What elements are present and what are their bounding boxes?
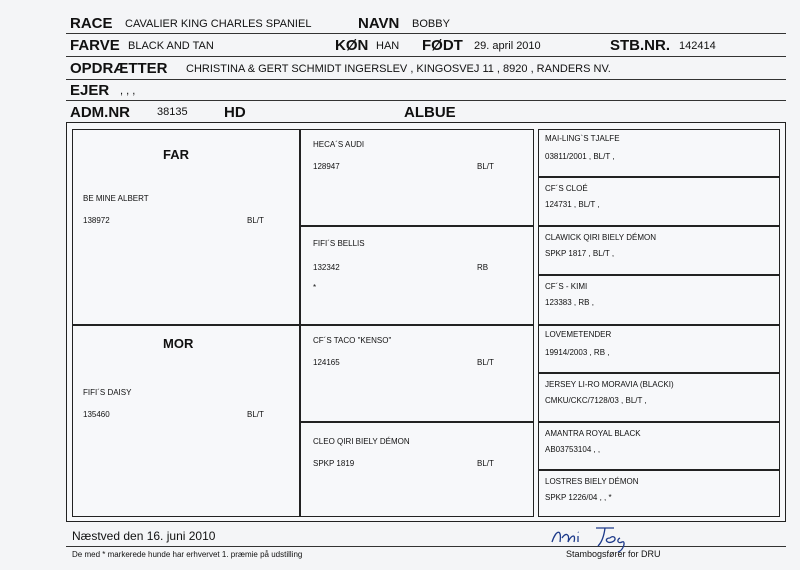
mmm-name: LOSTRES BIELY DÉMON <box>545 477 639 486</box>
ejer-value: , , , <box>120 85 136 97</box>
hd-label: HD <box>224 104 246 121</box>
far-color: BL/T <box>247 216 264 225</box>
ffm-info: 124731 , BL/T , <box>545 200 600 209</box>
race-value: CAVALIER KING CHARLES SPANIEL <box>125 18 312 30</box>
albue-label: ALBUE <box>404 104 456 121</box>
ff-color: BL/T <box>477 162 494 171</box>
far-heading: FAR <box>163 147 189 162</box>
fodt-value: 29. april 2010 <box>474 40 541 52</box>
parent-mor <box>72 325 300 517</box>
ggp-mfm <box>538 373 780 422</box>
mor-name: FIFI´S DAISY <box>83 388 132 397</box>
mm-reg: SPKP 1819 <box>313 459 355 468</box>
mfm-name: JERSEY LI-RO MORAVIA (BLACKI) <box>545 380 674 389</box>
mff-info: 19914/2003 , RB , <box>545 348 610 357</box>
ejer-label: EJER <box>70 82 110 99</box>
race-label: RACE <box>70 15 113 32</box>
kon-value: HAN <box>376 40 400 52</box>
mm-name: CLEO QIRI BIELY DÉMON <box>313 437 410 446</box>
mmm-info: SPKP 1226/04 , , * <box>545 493 612 502</box>
fff-info: 03811/2001 , BL/T , <box>545 152 615 161</box>
mff-name: LOVEMETENDER <box>545 330 612 339</box>
ggp-mmf <box>538 422 780 470</box>
mf-color: BL/T <box>477 358 494 367</box>
mf-name: CF´S TACO "KENSO" <box>313 336 392 345</box>
ggp-fmf <box>538 226 780 275</box>
farve-value: BLACK AND TAN <box>128 40 214 52</box>
opdraetter-label: OPDRÆTTER <box>70 60 168 77</box>
grandparent-mm <box>300 422 534 517</box>
mf-reg: 124165 <box>313 358 340 367</box>
ggp-ffm <box>538 177 780 226</box>
fmf-name: CLAWICK QIRI BIELY DÉMON <box>545 233 656 242</box>
grandparent-fm <box>300 226 534 325</box>
fm-reg: 132342 <box>313 263 340 272</box>
navn-value: BOBBY <box>412 18 450 30</box>
grandparent-ff <box>300 129 534 226</box>
ggp-fmm <box>538 275 780 325</box>
fm-color: RB <box>477 263 489 272</box>
ff-reg: 128947 <box>313 162 340 171</box>
mmf-info: AB03753104 , , <box>545 445 601 454</box>
fmm-info: 123383 , RB , <box>545 298 594 307</box>
mfm-info: CMKU/CKC/7128/03 , BL/T , <box>545 396 647 405</box>
signature-label: Stambogsfører for DRU <box>566 549 661 559</box>
ggp-mff <box>538 325 780 373</box>
ffm-name: CF´S CLOÉ <box>545 184 588 193</box>
place-date: Næstved den 16. juni 2010 <box>72 529 216 543</box>
adm-value: 38135 <box>157 106 188 118</box>
fmm-name: CF´S - KIMI <box>545 282 588 291</box>
adm-label: ADM.NR <box>70 104 130 121</box>
footnote: De med * markerede hunde har erhvervet 1. præmie på udstilling <box>72 550 303 559</box>
mor-color: BL/T <box>247 410 264 419</box>
mmf-name: AMANTRA ROYAL BLACK <box>545 429 641 438</box>
stb-label: STB.NR. <box>610 37 670 54</box>
fodt-label: FØDT <box>422 37 463 54</box>
far-name: BE MINE ALBERT <box>83 194 149 203</box>
grandparent-mf <box>300 325 534 422</box>
parent-far <box>72 129 300 325</box>
fm-name: FIFI´S BELLIS <box>313 239 365 248</box>
ggp-fff <box>538 129 780 177</box>
opdraetter-value: CHRISTINA & GERT SCHMIDT INGERSLEV , KINGOSVEJ 11 , 8920 , RANDERS NV. <box>186 63 611 75</box>
farve-label: FARVE <box>70 37 120 54</box>
mor-reg: 135460 <box>83 410 110 419</box>
ggp-mmm <box>538 470 780 517</box>
mm-color: BL/T <box>477 459 494 468</box>
fm-mark: * <box>313 283 317 292</box>
fff-name: MAI-LING`S TJALFE <box>545 134 620 143</box>
ff-name: HECA´S AUDI <box>313 140 365 149</box>
fmf-info: SPKP 1817 , BL/T , <box>545 249 615 258</box>
far-reg: 138972 <box>83 216 110 225</box>
navn-label: NAVN <box>358 15 400 32</box>
kon-label: KØN <box>335 37 369 54</box>
stb-value: 142414 <box>679 40 716 52</box>
mor-heading: MOR <box>163 336 194 351</box>
